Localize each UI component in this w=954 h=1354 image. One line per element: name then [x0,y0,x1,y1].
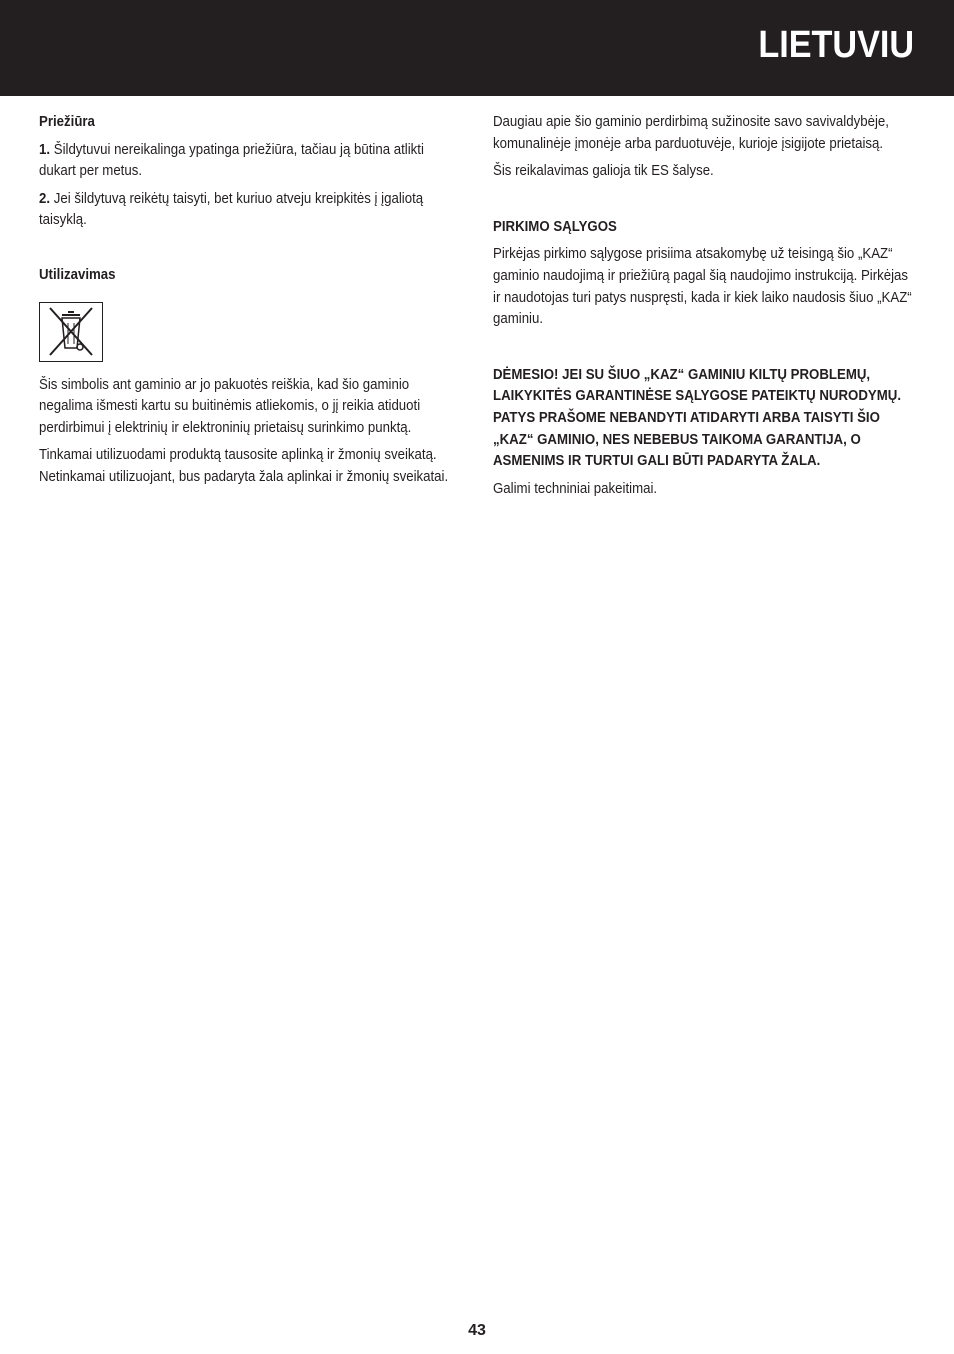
technical-changes-note: Galimi techniniai pakeitimai. [493,480,658,497]
recycling-info-paragraph: Daugiau apie šio gaminio perdirbimą sužinosite savo savivaldybėje, komunalinėje įmonėje arba parduotuvėje, kurioje įsigijote prietaisą. [493,114,889,152]
purchase-conditions-text: Pirkėjas pirkimo sąlygose prisiima atsakomybę už teisingą šio „KAZ“ gaminio naudojimą ir priežiūrą pagal šią naudojimo instrukciją. Pirkėjas ir naudotojas turi patys nuspręsti, kada ir kiek laiko naudosis šiuo „KAZ“ gaminiu. [493,246,912,328]
maintenance-heading: Priežiūra [39,114,95,130]
item-1-text: Šildytuvui nereikalinga ypatinga priežiūra, tačiau ją būtina atlikti dukart per metus. [39,141,424,180]
language-title: LIETUVIU [758,24,914,66]
page-number: 43 [468,1322,486,1339]
item-2-number: 2. [39,190,51,207]
item-2-text: Jei šildytuvą reikėtų taisyti, bet kuriuo atveju kreipkitės į įgaliotą taisyklą. [39,190,424,229]
maintenance-item-1 [39,140,454,183]
page-header [0,0,954,96]
maintenance-item-2 [39,189,454,232]
weee-symbol [39,302,103,362]
right-column [493,112,917,500]
purchase-conditions-heading: PIRKIMO SĄLYGOS [493,218,617,235]
left-column [39,112,457,489]
warning-notice: DĖMESIO! JEI SU ŠIUO „KAZ“ GAMINIU KILTŲ PROBLEMŲ, LAIKYKITĖS GARANTINĖSE SĄLYGOSE PATEIKTŲ NURODYMŲ. PATYS PRAŠOME NEBANDYTI ATIDARYTI ARBA TAISYTI ŠIO „KAZ“ GAMINIO, NES NEBEBUS TAIKOMA GARANTIJA, O ASMENIMS IR TURTUI GALI BŪTI PADARYTA ŽALA. [493,366,902,470]
eu-only-note: Šis reikalavimas galioja tik ES šalyse. [493,163,714,180]
item-1-number: 1. [39,141,51,158]
disposal-heading: Utilizavimas [39,266,116,283]
disposal-paragraph-1: Šis simbolis ant gaminio ar jo pakuotės reiškia, kad šio gaminio negalima išmesti kartu su buitinėmis atliekomis, o jį reikia atiduoti perdirbimui į elektrinių ir elektroninių prietaisų surinkimo punktą. [39,376,421,436]
disposal-paragraph-2: Tinkamai utilizuodami produktą tausosite aplinką ir žmonių sveikatą. Netinkamai utilizuojant, bus padaryta žala aplinkai ir žmonių sveikatai. [39,447,449,485]
crossed-out-wheelie-bin-icon [40,303,102,361]
